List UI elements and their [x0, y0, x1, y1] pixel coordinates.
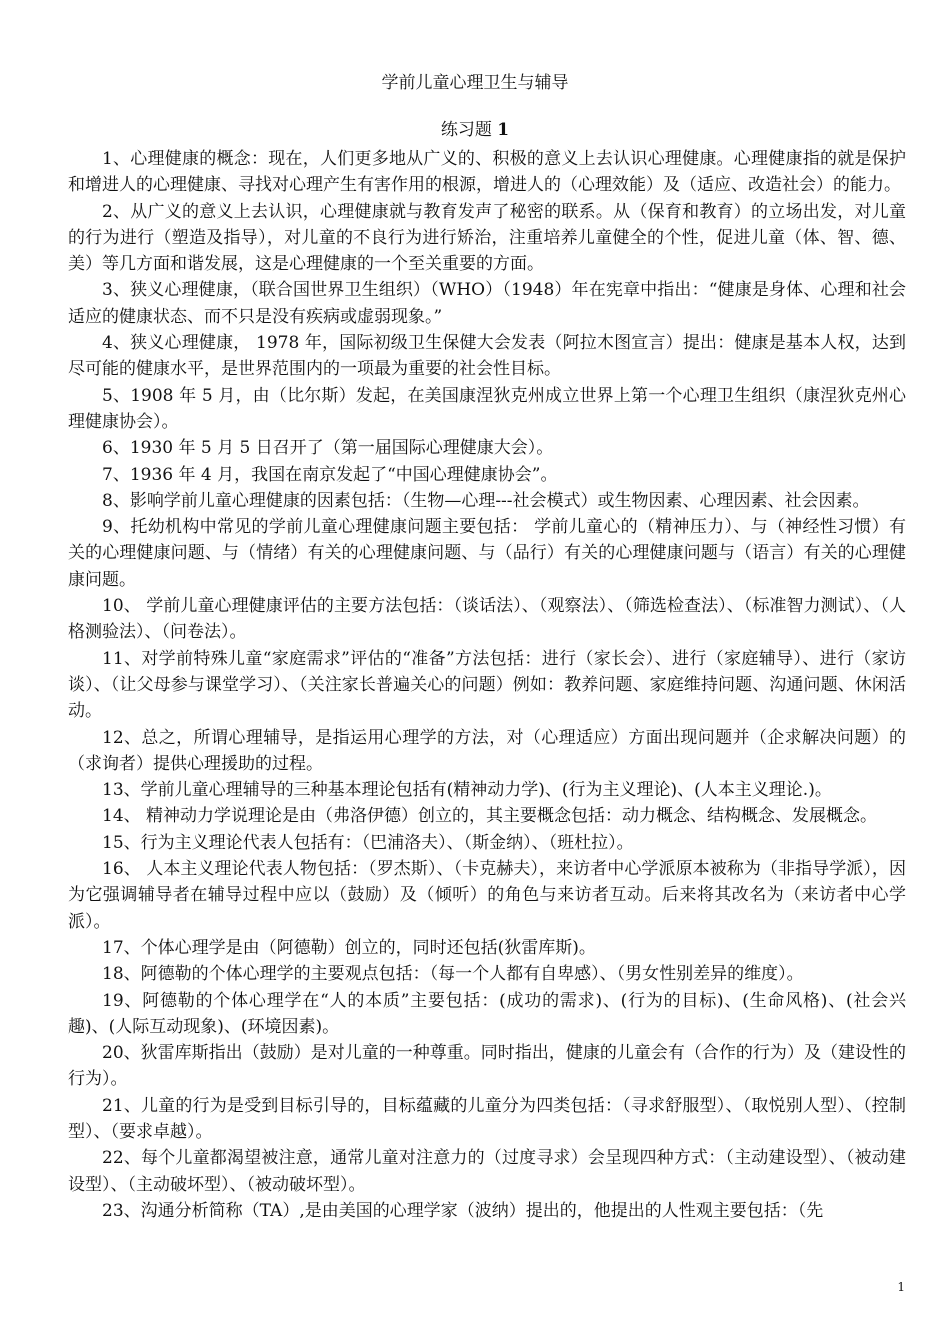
exercise-item-19: 19、阿德勒的个体心理学在“人的本质”主要包括：(成功的需求)、(行为的目标)、(生命风格)、(社会兴趣)、(人际互动现象)、(环境因素)。	[68, 990, 906, 1037]
exercise-label: 练习题	[440, 120, 492, 140]
exercise-body	[68, 146, 906, 1224]
exercise-item-16: 16、 人本主义理论代表人物包括：（罗杰斯）、（卡克赫夫），来访者中心学派原本被称为（非指导学派），因为它强调辅导者在辅导过程中应以（鼓励）及（倾听）的角色与来访者互动。后来将其改名为（来访者中心学派）。	[68, 859, 906, 932]
exercise-item-18: 18、阿德勒的个体心理学的主要观点包括：（每一个人都有自卑感）、（男女性别差异的维度）。	[102, 964, 804, 985]
page-number: 1	[897, 1280, 905, 1294]
document-title: 学前儿童心理卫生与辅导	[381, 73, 569, 93]
exercise-item-17: 17、个体心理学是由（阿德勒）创立的，同时还包括(狄雷库斯)。	[102, 937, 596, 958]
exercise-item-22: 22、每个儿童都渴望被注意，通常儿童对注意力的（过度寻求）会呈现四种方式：（主动建设型）、（被动建设型）、（主动破坏型）、（被动破坏型）。	[68, 1148, 906, 1195]
exercise-number: 1	[497, 120, 510, 140]
exercise-item-12: 12、总之，所谓心理辅导，是指运用心理学的方法，对（心理适应）方面出现问题并（企求解决问题）的（求询者）提供心理援助的过程。	[68, 727, 906, 774]
exercise-heading	[0, 117, 950, 143]
exercise-item-5: 5、1908 年 5 月，由（比尔斯）发起，在美国康涅狄克州成立世界上第一个心理卫生组织（康涅狄克州心理健康协会）。	[68, 385, 906, 432]
exercise-item-13: 13、学前儿童心理辅导的三种基本理论包括有(精神动力学)、(行为主义理论)、(人本主义理论.)。	[102, 780, 832, 801]
exercise-item-21: 21、儿童的行为是受到目标引导的，目标蕴藏的儿童分为四类包括：（寻求舒服型）、（取悦别人型）、（控制型）、（要求卓越）。	[68, 1095, 906, 1142]
exercise-item-14: 14、 精神动力学说理论是由（弗洛伊德）创立的，其主要概念包括：动力概念、结构概念、发展概念。	[102, 806, 878, 827]
exercise-item-10: 10、 学前儿童心理健康评估的主要方法包括：（谈话法）、（观察法）、（筛选检查法）、（标准智力测试）、（人格测验法）、（问卷法）。	[68, 596, 906, 643]
exercise-item-23: 23、沟通分析简称（TA）,是由美国的心理学家（波纳）提出的，他提出的人性观主要包括：（先	[102, 1200, 824, 1221]
exercise-item-1: 1、心理健康的概念：现在，人们更多地从广义的、积极的意义上去认识心理健康。心理健康指的就是保护和增进人的心理健康、寻找对心理产生有害作用的根源，增进人的（心理效能）及（适应、改造社会）的能力。	[68, 149, 906, 196]
exercise-item-2: 2、从广义的意义上去认识，心理健康就与教育发声了秘密的联系。从（保育和教育）的立场出发，对儿童的行为进行（塑造及指导），对儿童的不良行为进行矫治，注重培养儿童健全的个性，促进儿童（体、智、德、美）等几方面和谐发展，这是心理健康的一个至关重要的方面。	[68, 201, 906, 275]
exercise-item-3: 3、狭义心理健康，（联合国世界卫生组织）（WHO）（1948）年在宪章中指出：“健康是身体、心理和社会适应的健康状态、而不只是没有疾病或虚弱现象。”	[68, 280, 906, 327]
exercise-item-4: 4、狭义心理健康， 1978 年，国际初级卫生保健大会发表（阿拉木图宣言）提出：健康是基本人权，达到尽可能的健康水平，是世界范围内的一项最为重要的社会性目标。	[68, 333, 906, 380]
exercise-item-9: 9、托幼机构中常见的学前儿童心理健康问题主要包括： 学前儿童心的（精神压力）、与（神经性习惯）有关的心理健康问题、与（情绪）有关的心理健康问题、与（品行）有关的心理健康问题与（语言）有关的心理健康问题。	[68, 517, 906, 590]
exercise-item-11: 11、对学前特殊儿童“家庭需求”评估的“准备”方法包括：进行（家长会）、进行（家庭辅导）、进行（家访谈）、（让父母参与课堂学习）、（关注家长普遍关心的问题）例如：教养问题、家庭维持问题、沟通问题、休闲活动。	[68, 648, 906, 722]
exercise-item-20: 20、狄雷库斯指出（鼓励）是对儿童的一种尊重。同时指出，健康的儿童会有（合作的行为）及（建设性的行为）。	[68, 1043, 906, 1090]
exercise-item-8: 8、影响学前儿童心理健康的因素包括：（生物—心理---社会模式）或生物因素、心理因素、社会因素。	[102, 490, 870, 511]
exercise-item-6: 6、1930 年 5 月 5 日召开了（第一届国际心理健康大会）。	[102, 438, 554, 459]
exercise-item-15: 15、行为主义理论代表人包括有：（巴浦洛夫）、（斯金纳）、（班杜拉）。	[102, 832, 634, 853]
exercise-item-7: 7、1936 年 4 月，我国在南京发起了“中国心理健康协会”。	[102, 464, 558, 485]
